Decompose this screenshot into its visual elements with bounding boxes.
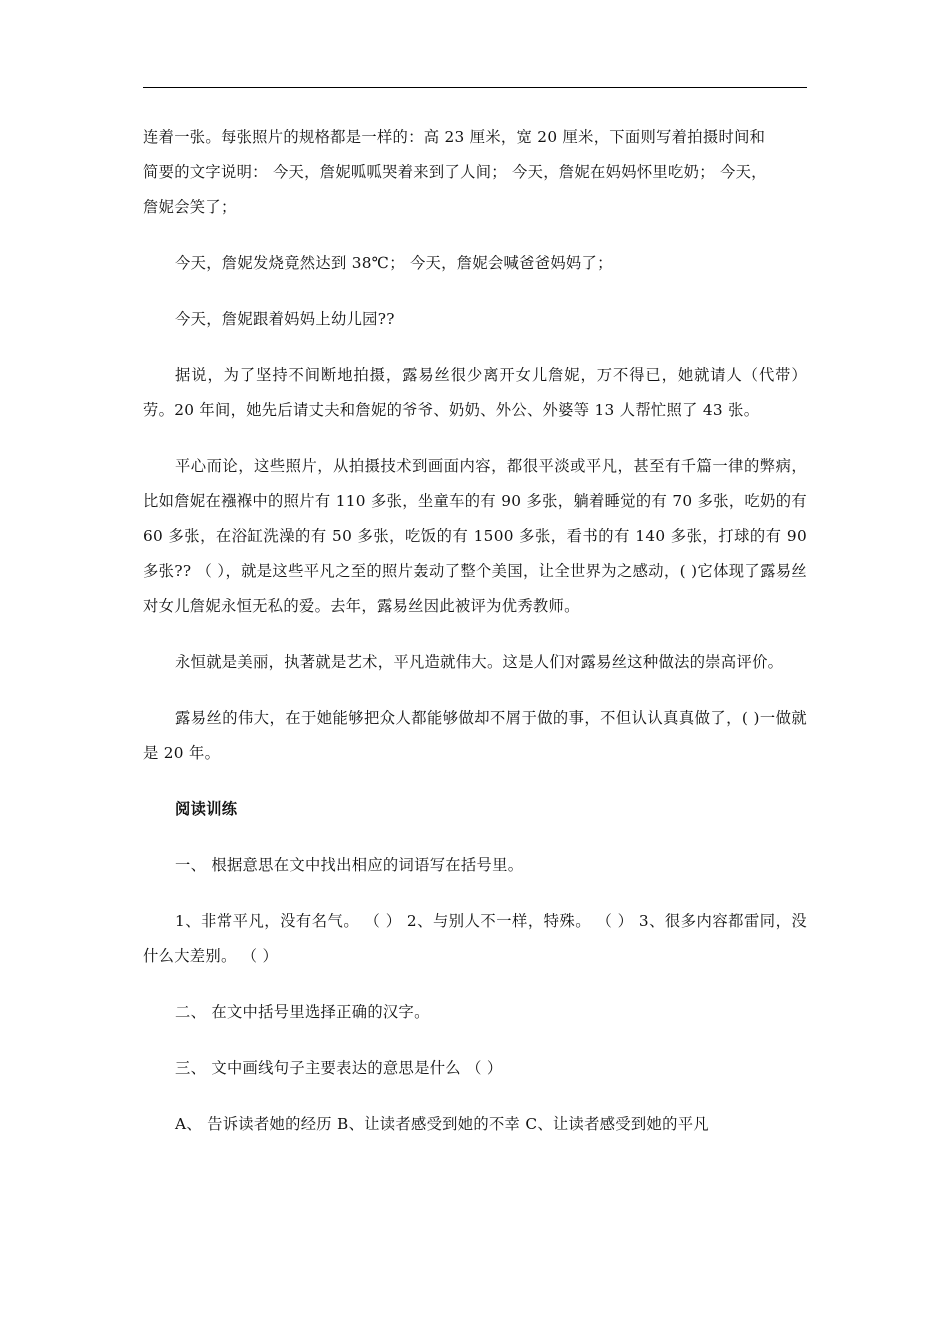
- paragraph-continued: [143, 120, 807, 225]
- exercise-question-2: 二、 在文中括号里选择正确的汉字。: [175, 1003, 430, 1021]
- paragraph: 今天，詹妮发烧竟然达到 38℃； 今天，詹妮会喊爸爸妈妈了；: [175, 254, 613, 272]
- paragraph: 据说，为了坚持不间断地拍摄，露易丝很少离开女儿詹妮，万不得已，她就请人（代带）劳。20 年间，她先后请丈夫和詹妮的爷爷、奶奶、外公、外婆等 13 人帮忙照了 43 张。: [143, 366, 807, 419]
- document-body: [143, 120, 807, 1163]
- exercise-question-1-items: 1、非常平凡，没有名气。 （ ） 2、与别人不一样，特殊。 （ ） 3、很多内容都雷同，没什么大差别。 （ ）: [143, 912, 807, 965]
- paragraph-line: 詹妮会笑了；: [143, 198, 237, 216]
- exercise-title: 阅读训练: [175, 800, 238, 818]
- paragraph: 永恒就是美丽，执著就是艺术，平凡造就伟大。这是人们对露易丝这种做法的崇高评价。: [175, 653, 784, 671]
- exercise-question-3-options: A、 告诉读者她的经历 B、让读者感受到她的不幸 C、让读者感受到她的平凡: [175, 1115, 709, 1133]
- exercise-question-1: 一、 根据意思在文中找出相应的词语写在括号里。: [175, 856, 524, 874]
- paragraph: 露易丝的伟大，在于她能够把众人都能够做却不屑于做的事，不但认认真真做了，( )一做就是 20 年。: [143, 709, 807, 762]
- paragraph: 平心而论，这些照片，从拍摄技术到画面内容，都很平淡或平凡，甚至有千篇一律的弊病，比如詹妮在襁褓中的照片有 110 多张，坐童车的有 90 多张，躺着睡觉的有 70 多张，吃奶的有 60 多张，在浴缸洗澡的有 50 多张，吃饭的有 1500 多张，看书的有 140 多张，打球的有 90 多张?? （ ），就是这些平凡之至的照片轰动了整个美国，让全世界为之感动，( )它体现了露易丝对女儿詹妮永恒无私的爱。去年，露易丝因此被评为优秀教师。: [143, 457, 807, 615]
- exercise-question-3: 三、 文中画线句子主要表达的意思是什么 （ ）: [175, 1059, 503, 1077]
- paragraph-line: 简要的文字说明： 今天，詹妮呱呱哭着来到了人间； 今天，詹妮在妈妈怀里吃奶； 今天，: [143, 163, 767, 181]
- paragraph: 今天，詹妮跟着妈妈上幼儿园??: [175, 310, 395, 328]
- header-rule: [143, 87, 807, 88]
- paragraph-line: 连着一张。每张照片的规格都是一样的：高 23 厘米，宽 20 厘米，下面则写着拍摄时间和: [143, 128, 766, 146]
